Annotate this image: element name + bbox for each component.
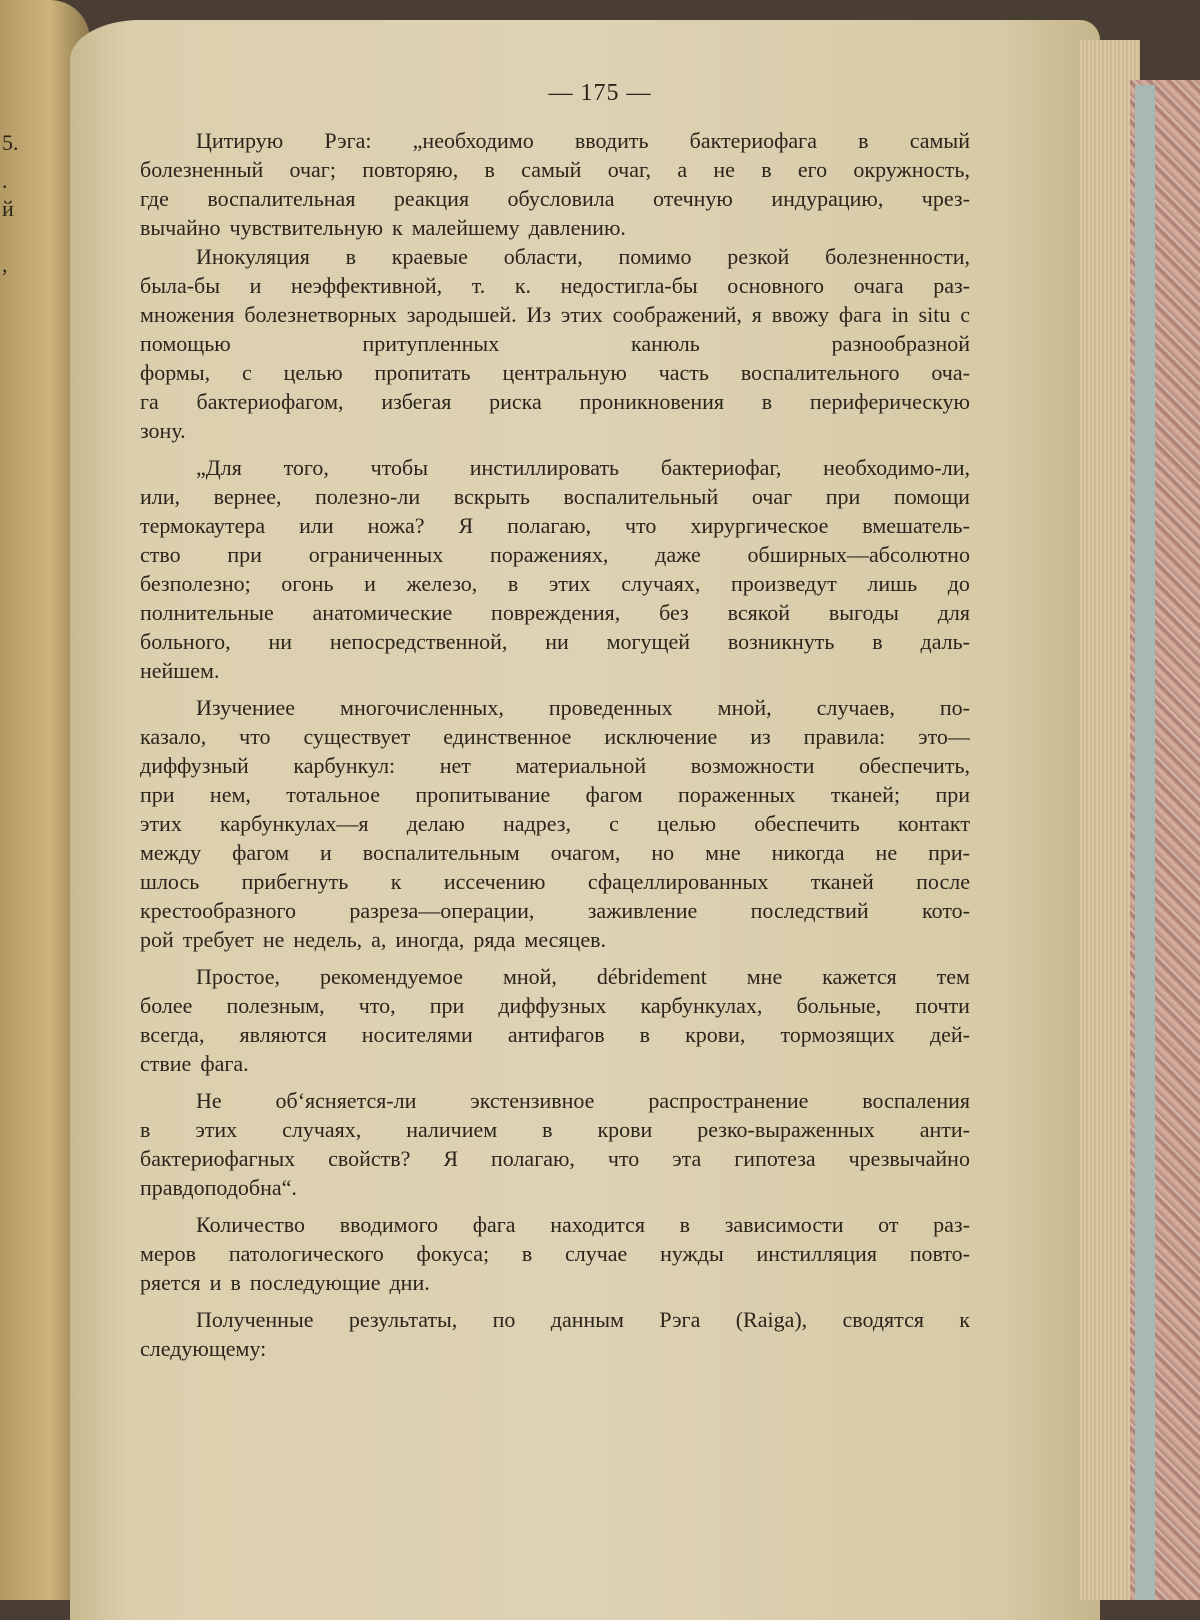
text-line: следующему: [140, 1336, 267, 1361]
text-line: нейшем. [140, 658, 220, 683]
text-line: в этих случаях, наличием в крови резко-выраженных анти- [140, 1117, 970, 1142]
text-line: зону. [140, 418, 186, 443]
text-line: всегда, являются носителями антифагов в крови, тормозящих дей- [140, 1022, 970, 1047]
text-line: Количество вводимого фага находится в зависимости от раз- [196, 1212, 970, 1237]
text-line: „Для того, чтобы инстиллировать бактериофаг, необходимо-ли, [196, 455, 970, 480]
text-line: казало, что существует единственное исключение из правила: это— [140, 724, 970, 749]
text-line: полнительные анатомические повреждения, без всякой выгоды для [140, 600, 970, 625]
text-line: болезненный очаг; повторяю, в самый очаг, а не в его окружность, [140, 157, 970, 182]
text-line: больного, ни непосредственной, ни могущей возникнуть в даль- [140, 629, 970, 654]
text-line: правдоподобна“. [140, 1175, 297, 1200]
text-line: ство при ограниченных поражениях, даже обширных—абсолютно [140, 542, 970, 567]
text-line: между фагом и воспалительным очагом, но мне никогда не при- [140, 840, 970, 865]
text-line: или, вернее, полезно-ли вскрыть воспалительный очаг при помощи [140, 484, 970, 509]
text-line: Не об‘ясняется-ли экстензивное распространение воспаления [196, 1088, 970, 1113]
text-line: ряется и в последующие дни. [140, 1270, 430, 1295]
text-line: более полезным, что, при диффузных карбункулах, больные, почти [140, 993, 970, 1018]
left-page-fragment: 5. [2, 130, 19, 155]
text-line: крестообразного разреза—операции, заживление последствий кото- [140, 898, 970, 923]
text-line: шлось прибегнуть к иссечению сфацеллированных тканей после [140, 869, 970, 894]
page-number: — 175 — [548, 80, 652, 106]
text-line: га бактериофагом, избегая риска проникновения в периферическую [140, 389, 970, 414]
text-line: Простое, рекомендуемое мной, débridement мне кажется тем [196, 964, 970, 989]
left-page-fragment: . [2, 168, 8, 193]
text-line: Инокуляция в краевые области, помимо резкой болезненности, [196, 244, 970, 269]
text-line: вычайно чувствительную к малейшему давлению. [140, 215, 626, 240]
text-line: безполезно; огонь и железо, в этих случаях, произведут лишь до [140, 571, 970, 596]
left-page-fragment: , [2, 252, 8, 277]
text-line: Полученные результаты, по данным Рэга (Raiga), сводятся к [196, 1307, 970, 1332]
cover-band [1135, 85, 1155, 1600]
text-line: бактериофагных свойств? Я полагаю, что эта гипотеза чрезвычайно [140, 1146, 970, 1171]
text-line: диффузный карбункул: нет материальной возможности обеспечить, [140, 753, 970, 778]
text-line: формы, с целью пропитать центральную часть воспалительного оча- [140, 360, 970, 385]
text-line: Изучениее многочисленных, проведенных мной, случаев, по- [196, 695, 970, 720]
text-line: термокаутера или ножа? Я полагаю, что хирургическое вмешатель- [140, 513, 970, 538]
text-line: Цитирую Рэга: „необходимо вводить бактериофага в самый [196, 128, 970, 153]
text-line: множения болезнетворных зародышей. Из этих соображений, я ввожу фага in situ с помощью притупленных канюль разнообразной [140, 302, 970, 356]
text-line: была-бы и неэффективной, т. к. недостигла-бы основного очага раз- [140, 273, 970, 298]
left-page-fragment: й [2, 196, 14, 221]
text-line: где воспалительная реакция обусловила отечную индурацию, чрез- [140, 186, 970, 211]
page-body [140, 126, 970, 1363]
text-line: меров патологического фокуса; в случае нужды инстилляция повто- [140, 1241, 970, 1266]
text-line: рой требует не недель, а, иногда, ряда месяцев. [140, 927, 606, 952]
text-line: этих карбункулах—я делаю надрез, с целью обеспечить контакт [140, 811, 970, 836]
text-line: при нем, тотальное пропитывание фагом пораженных тканей; при [140, 782, 970, 807]
text-line: ствие фага. [140, 1051, 249, 1076]
